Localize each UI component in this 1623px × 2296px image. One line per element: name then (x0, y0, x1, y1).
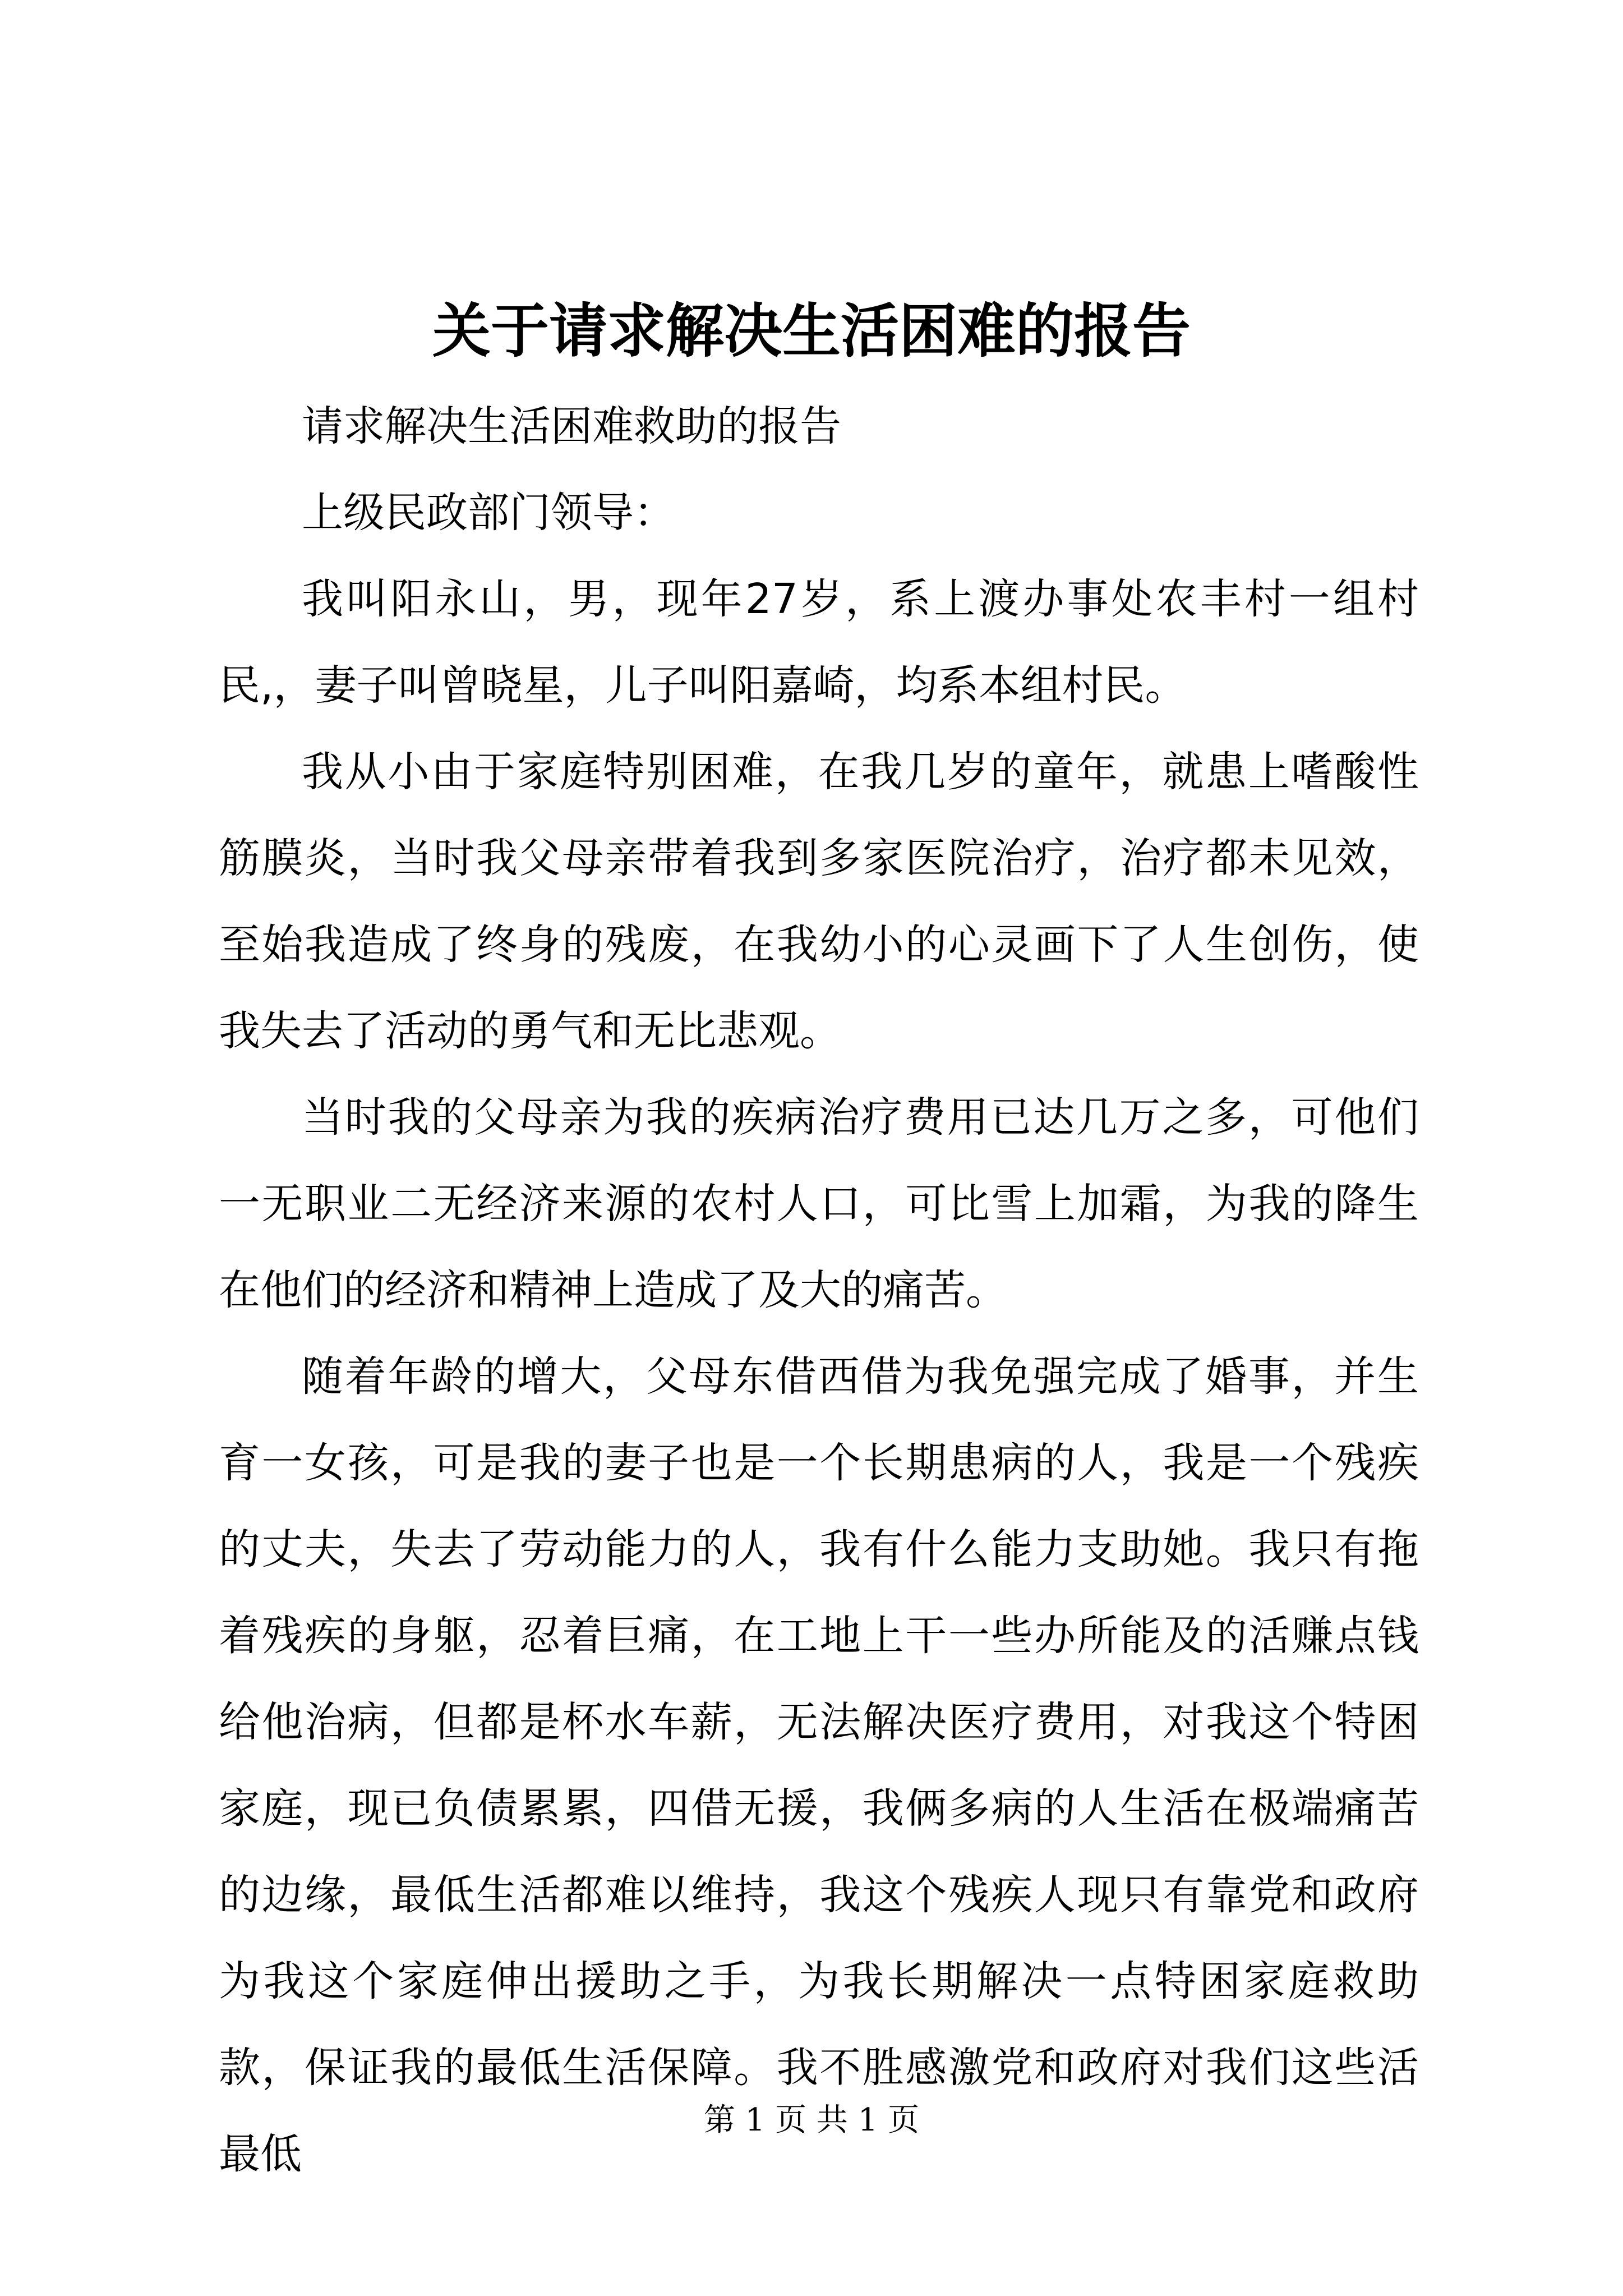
subtitle-paragraph: 请求解决生活困难救助的报告 (302, 402, 841, 450)
body-paragraph: 我叫阳永山，男，现年27岁，系上渡办事处农丰村一组村民,，妻子叫曾晓星，儿子叫阳嘉崎，均系本组村民。 (219, 575, 1419, 710)
document-body (219, 383, 1419, 2197)
salutation-paragraph: 上级民政部门领导： (302, 489, 675, 537)
document-title: 关于请求解决生活困难的报告 (432, 296, 1191, 365)
body-paragraph: 我从小由于家庭特别困难，在我几岁的童年，就患上嗜酸性筋膜炎，当时我父母亲带着我到多家医院治疗，治疗都未见效，至始我造成了终身的残废，在我幼小的心灵画下了人生创伤，使我失去了活动的勇气和无比悲观。 (219, 748, 1419, 1055)
body-paragraph: 随着年龄的增大，父母东借西借为我免强完成了婚事，并生育一女孩，可是我的妻子也是一个长期患病的人，我是一个残疾的丈夫，失去了劳动能力的人，我有什么能力支助她。我只有拖着残疾的身躯，忍着巨痛，在工地上干一些办所能及的活赚点钱给他治病，但都是杯水车薪，无法解决医疗费用，对我这个特困家庭，现已负债累累，四借无援，我俩多病的人生活在极端痛苦的边缘，最低生活都难以维持，我这个残疾人现只有靠党和政府为我这个家庭伸出援助之手，为我长期解决一点特困家庭救助款，保证我的最低生活保障。我不胜感激党和政府对我们这些活最低 (219, 1352, 1419, 2178)
page-number: 第 1 页 共 1 页 (703, 2102, 920, 2138)
page-footer (0, 2098, 1623, 2143)
body-paragraph: 当时我的父母亲为我的疾病治疗费用已达几万之多，可他们一无职业二无经济来源的农村人口，可比雪上加霜，为我的降生在他们的经济和精神上造成了及大的痛苦。 (219, 1093, 1419, 1314)
